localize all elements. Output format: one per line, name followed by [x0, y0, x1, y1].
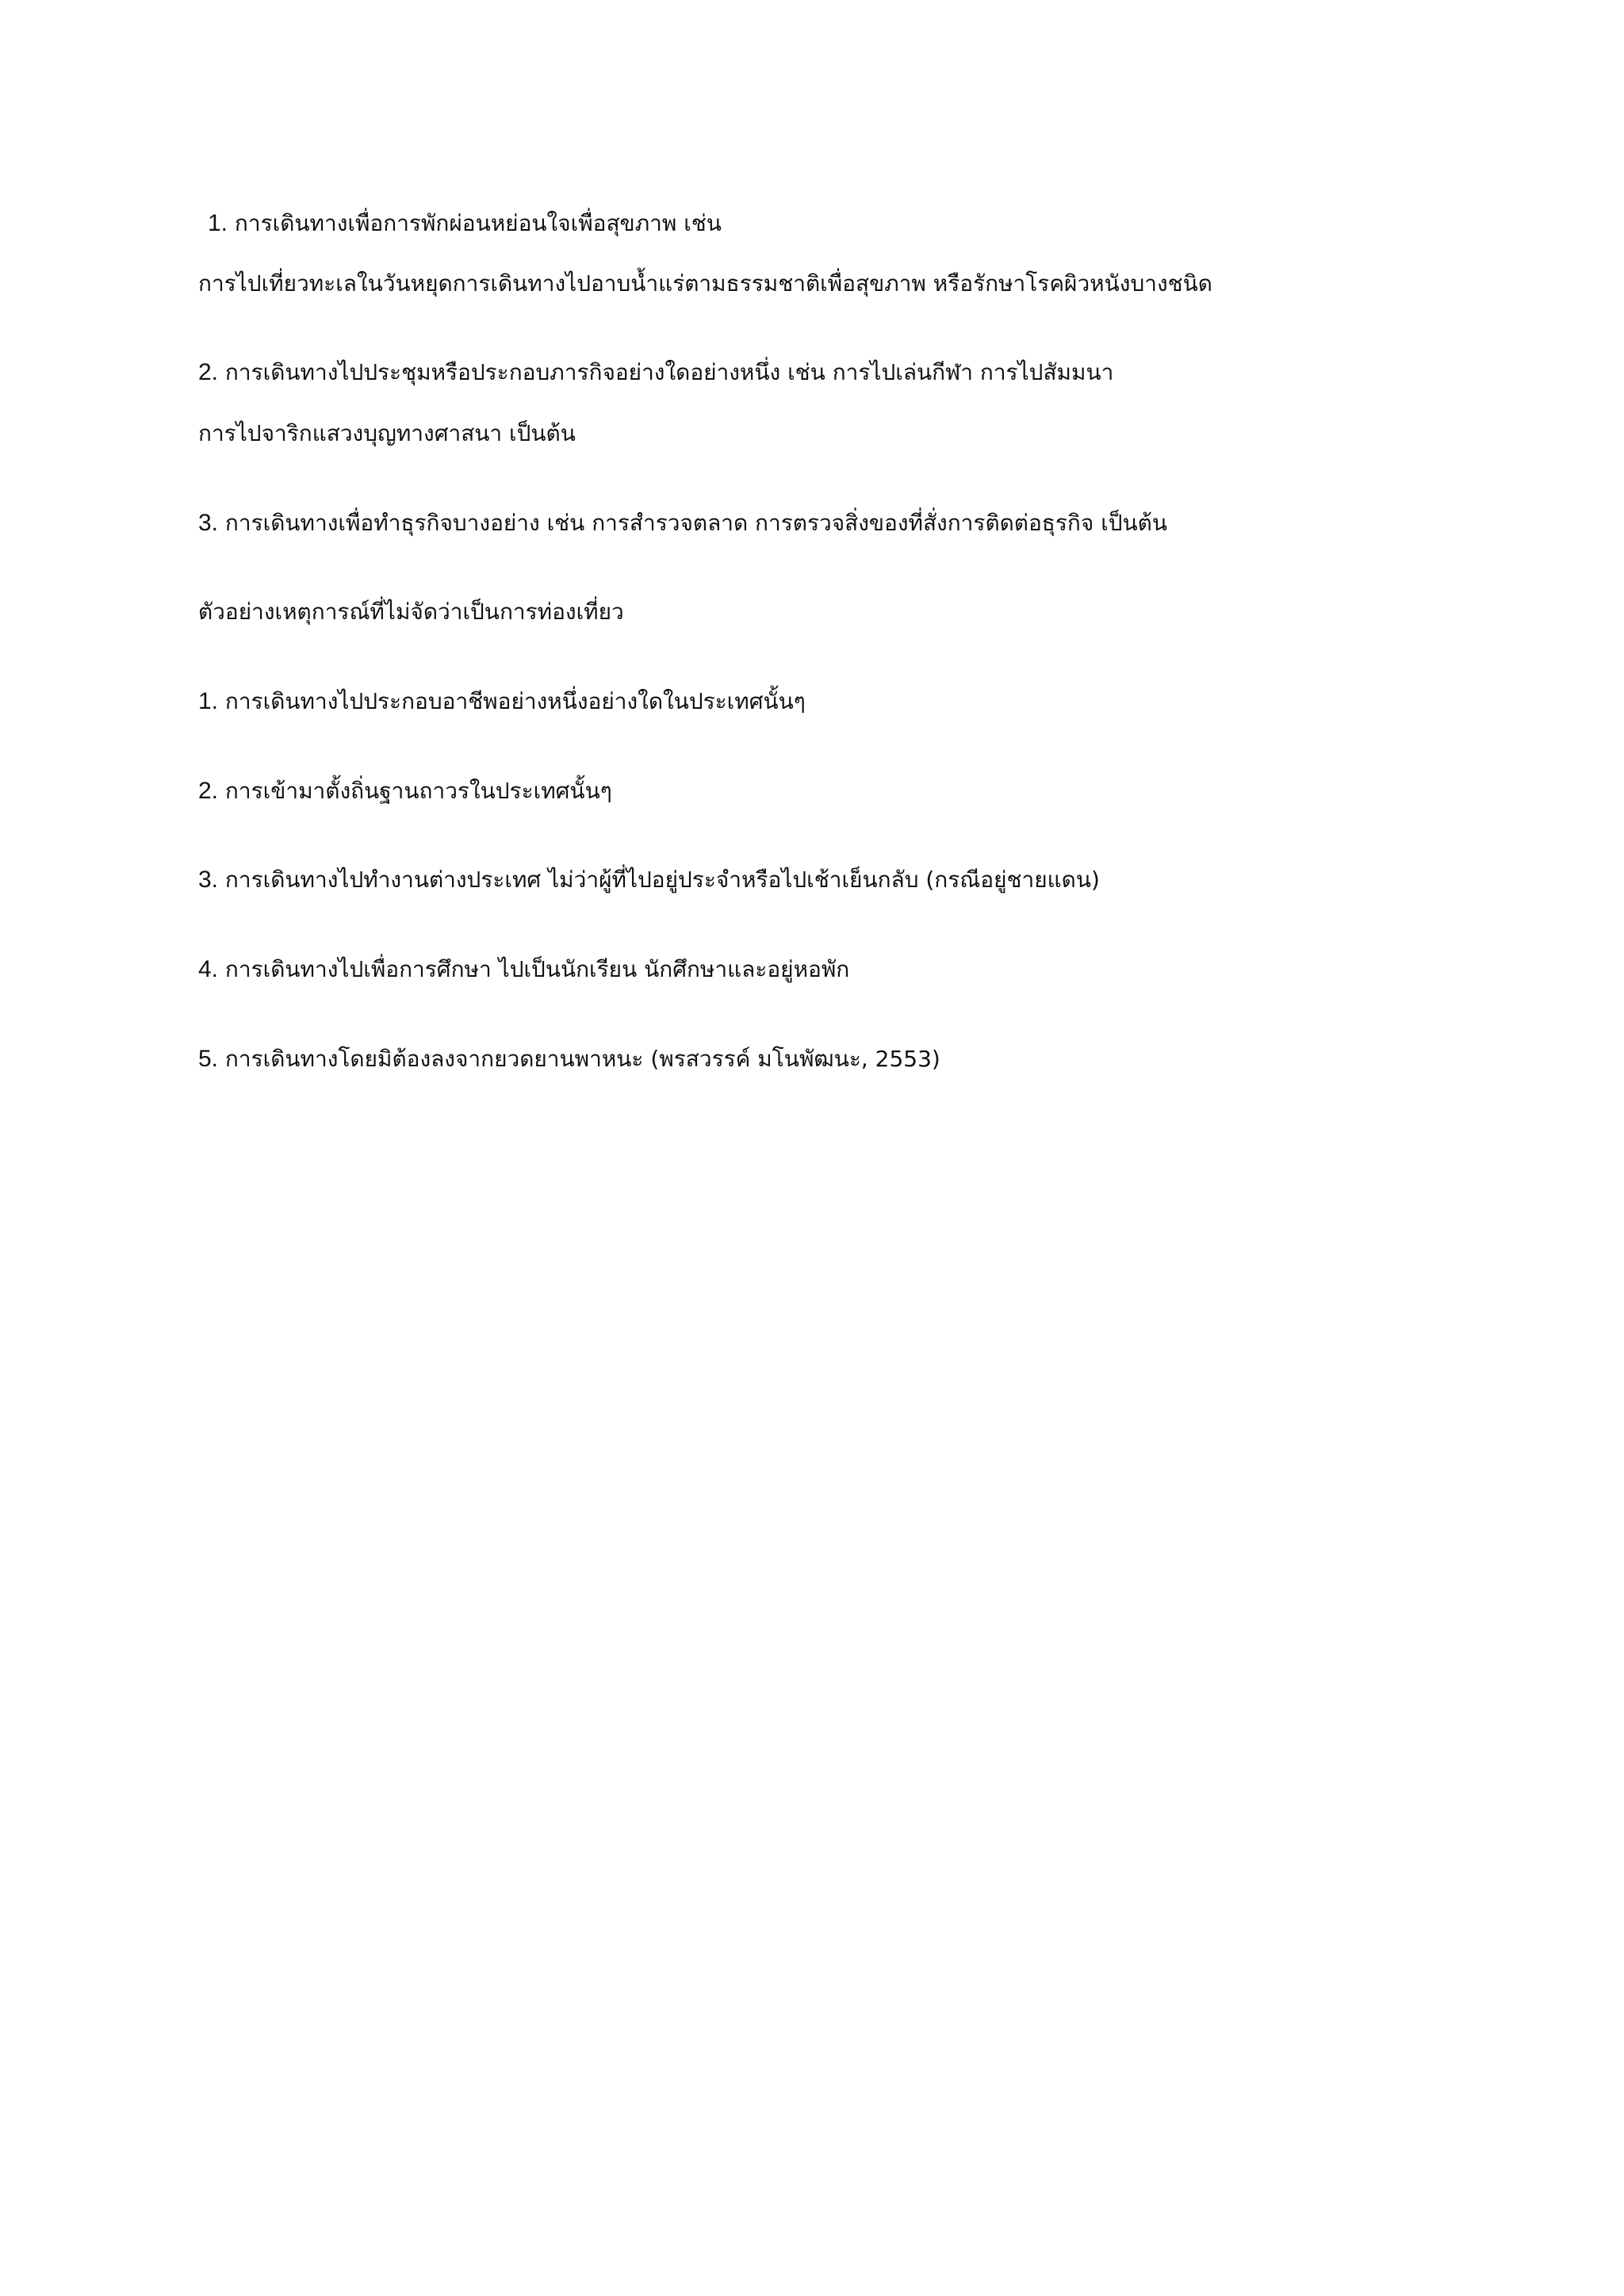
- non-tourism-item-3: [198, 864, 1100, 896]
- item-text: การเดินทางไปประกอบอาชีพอย่างหนึ่งอย่างใดในประเทศนั้นๆ: [218, 688, 806, 714]
- item-number: 5.: [198, 1046, 219, 1072]
- item-2-meeting-heading: [198, 357, 1113, 388]
- item-3-business: [198, 507, 1167, 539]
- item-number: 2.: [198, 778, 219, 804]
- item-text: การเดินทางไปทำงานต่างประเทศ ไม่ว่าผู้ที่ไปอยู่ประจำหรือไปเช้าเย็นกลับ (กรณีอยู่ชายแดน): [218, 867, 1100, 893]
- non-tourism-item-5: [198, 1043, 940, 1075]
- item-number: 2.: [198, 359, 219, 385]
- section-heading-text: ตัวอย่างเหตุการณ์ที่ไม่จัดว่าเป็นการท่องเที่ยว: [198, 599, 624, 625]
- non-tourism-item-2: [198, 775, 612, 807]
- item-text: การเดินทางเพื่อการพักผ่อนหย่อนใจเพื่อสุขภาพ เช่น: [228, 210, 722, 236]
- item-number: 3.: [198, 510, 219, 536]
- item-number: 4.: [198, 956, 219, 982]
- item-1-leisure-continuation: [198, 268, 1212, 300]
- item-number: 1.: [208, 210, 228, 236]
- item-text: การเดินทางเพื่อทำธุรกิจบางอย่าง เช่น การสำรวจตลาด การตรวจสิ่งของที่สั่งการติดต่อธุรกิจ เป็นต้น: [218, 510, 1168, 536]
- non-tourism-item-1: [198, 686, 806, 718]
- item-2-meeting-continuation: [198, 418, 576, 450]
- item-text: การเข้ามาตั้งถิ่นฐานถาวรในประเทศนั้นๆ: [218, 778, 612, 804]
- non-tourism-item-4: [198, 954, 849, 985]
- item-text: การเดินทางไปประชุมหรือประกอบภารกิจอย่างใดอย่างหนึ่ง เช่น การไปเล่นกีฬา การไปสัมมนา: [218, 359, 1114, 385]
- item-text: การไปเที่ยวทะเลในวันหยุดการเดินทางไปอาบน้ำแร่ตามธรรมชาติเพื่อสุขภาพ หรือรักษาโรคผิวหนังบางชนิด: [198, 270, 1212, 297]
- item-text: การเดินทางโดยมิต้องลงจากยวดยานพาหนะ (พรสวรรค์ มโนพัฒนะ, 2553): [218, 1046, 940, 1072]
- item-text: การเดินทางไปเพื่อการศึกษา ไปเป็นนักเรียน นักศึกษาและอยู่หอพัก: [218, 956, 850, 982]
- item-1-leisure-heading: [208, 208, 722, 239]
- item-number: 3.: [198, 867, 219, 893]
- item-number: 1.: [198, 688, 219, 714]
- item-text: การไปจาริกแสวงบุญทางศาสนา เป็นต้น: [198, 420, 576, 446]
- section-heading-non-tourism: [198, 596, 624, 628]
